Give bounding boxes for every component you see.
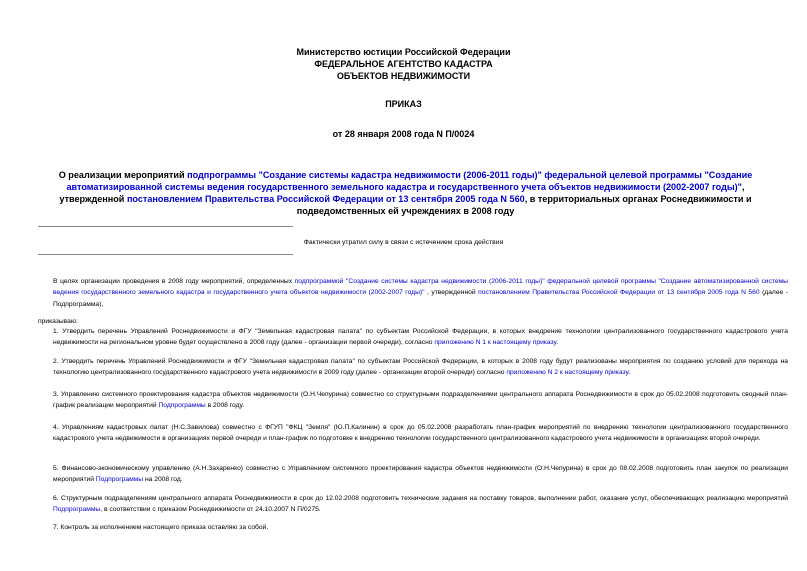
status-note: Фактически утратил силу в связи с истечением срока действия — [303, 239, 504, 246]
subject-text-2: , утвержденной — [59, 182, 745, 204]
divider-bottom — [38, 254, 293, 255]
item-5 — [38, 463, 788, 486]
item-6-subprogram-link[interactable]: Подпрограммы — [53, 506, 101, 514]
document-type: ПРИКАЗ — [385, 99, 422, 109]
appendix-2-link[interactable]: приложению N 2 к настоящему приказу — [506, 369, 629, 377]
item-2-text: 2. Утвердить перечень Управлений Роснедвижимости и ФГУ "Земельная кадастровая палата" по субъектам Российской Федерации, в которых в 2008 году будут реализованы мероприятия по созданию условий для перехода на технологию централизованного государственного кадастрового учета недвижимости в 2009 году (далее - организации второй очереди) согласно — [53, 358, 788, 377]
intro-paragraph — [38, 276, 788, 310]
item-5-text: 5. Финансово-экономическому управлению (А.Н.Захаренко) совместно с Управлением системного проектирования кадастра объектов недвижимости (О.Н.Чепурина) в срок до 08.02.2008 подготовить план закупок по реализации мероприятий — [53, 465, 788, 484]
government-decree-link[interactable]: постановлением Правительства Российской Федерации от 13 сентября 2005 года N 560 — [126, 194, 525, 204]
intro-text-3: (далее - Подпрограмма), — [53, 289, 789, 308]
subject-text-1: О реализации мероприятий — [58, 170, 188, 180]
item-6-text: 6. Структурным подразделениям центрального аппарата Роснедвижимости в срок до 12.02.2008 подготовить технические задания на поставку товаров, выполнение работ, оказание услуг, обеспечивающих реализацию мероприятий — [53, 495, 788, 502]
item-1-tail: . — [556, 339, 559, 347]
item-2-tail: . — [628, 369, 631, 377]
item-1 — [38, 326, 788, 349]
item-7: 7. Контроль за исполнением настоящего приказа оставляю за собой. — [53, 524, 269, 531]
item-2 — [38, 356, 788, 379]
item-6 — [38, 493, 788, 516]
intro-text-1: В целях организации проведения в 2008 году мероприятий, определенных — [53, 278, 295, 285]
item-5-subprogram-link[interactable]: Подпрограммы — [95, 476, 144, 484]
item-4: 4. Управлениям кадастровых палат (Н.С.Завилова) совместно с ФГУП "ФКЦ "Земля" (Ю.П.Калинин) в срок до 05.02.2008 разработать план-график мероприятий по внедрению технологии централизованного государственного кадастрового учета недвижимости в организациях первой очереди и план-график по подготовке к внедрению технологии государственного централизованного кадастрового учета недвижимости в организациях второй очереди. — [53, 424, 788, 443]
ministry-name: Министерство юстиции Российской Федерации — [296, 47, 511, 57]
item-1-text: 1. Утвердить перечень Управлений Роснедвижимости и ФГУ "Земельная кадастровая палата" по субъектам Российской Федерации, в которых внедрение технологии централизованного государственного кадастрового учета недвижимости на региональном уровне будет осуществлено в 2008 году (далее - организации первой очереди), согласно — [53, 328, 788, 347]
item-5-tail: на 2008 год. — [143, 476, 183, 484]
intro-subprogram-link[interactable]: подпрограммой "Создание системы кадастра недвижимости (2006-2011 годы)" федеральной целевой программы "Создание автоматизированной системы ведения государственного земельного кадастра и государственного учета объектов недвижимости (2002-2007 годы)" — [53, 278, 788, 297]
prikazyvayu-label: приказываю: — [38, 318, 78, 325]
document-subject — [38, 169, 773, 217]
subprogram-link[interactable]: подпрограммы "Создание системы кадастра недвижимости (2006-2011 годы)" федеральной целевой программы "Создание автоматизированной системы ведения государственного земельного кадастра и государственного учета объектов недвижимости (2002-2007 годы)" — [66, 170, 753, 192]
document-date: от 28 января 2008 года N П/0024 — [332, 129, 475, 139]
agency-name-line2: ОБЪЕКТОВ НЕДВИЖИМОСТИ — [336, 71, 471, 81]
divider-top — [38, 226, 293, 227]
subject-text-3: , в территориальных органах Роснедвижимости и подведомственных ей учреждениях в 2008 году — [296, 194, 752, 216]
intro-decree-link[interactable]: постановлением Правительства Российской Федерации от 13 сентября 2005 года N 560 — [478, 289, 760, 297]
item-3-text: 3. Управлению системного проектирования кадастра объектов недвижимости (О.Н.Чепурина) совместно со структурными подразделениями центрального аппарата Роснедвижимости в срок до 05.02.2008 подготовить сводный план-график реализации мероприятий — [53, 391, 788, 410]
intro-text-2: , утвержденной — [424, 289, 479, 297]
item-3 — [38, 389, 788, 412]
item-3-subprogram-link[interactable]: Подпрограммы — [158, 402, 206, 410]
item-6-tail: , в соответствии с приказом Роснедвижимости от 24.10.2007 N П/0275. — [100, 506, 321, 514]
item-3-tail: в 2008 году. — [205, 402, 245, 410]
agency-name-line1: ФЕДЕРАЛЬНОЕ АГЕНТСТВО КАДАСТРА — [314, 59, 493, 69]
appendix-1-link[interactable]: приложению N 1 к настоящему приказу — [434, 339, 557, 347]
